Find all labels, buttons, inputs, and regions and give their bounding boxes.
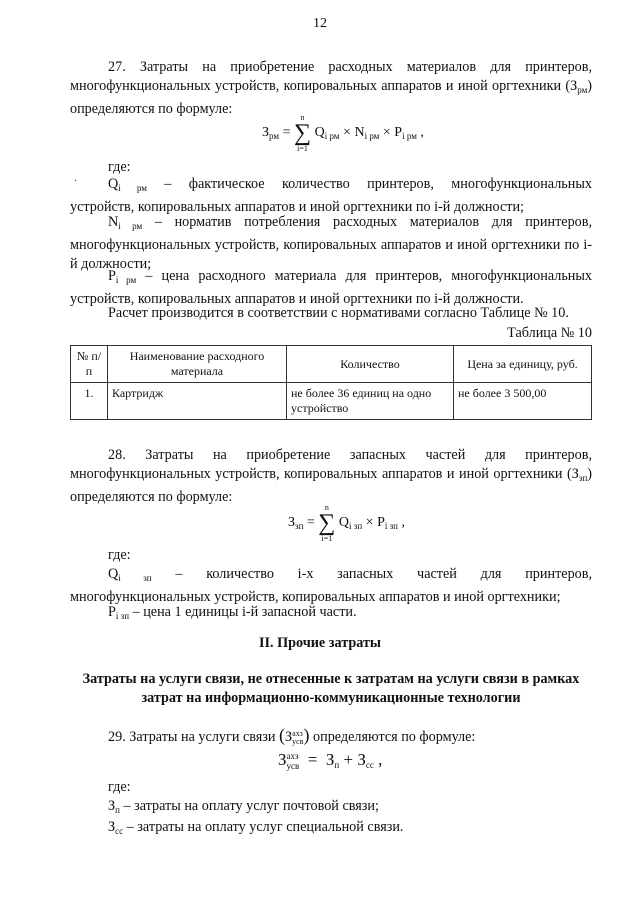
formula-term: З bbox=[285, 729, 293, 745]
paragraph-28-sub: зп bbox=[578, 473, 588, 483]
formula-term: Q bbox=[338, 515, 350, 531]
section-title: II. Прочие затраты bbox=[258, 635, 382, 651]
paragraph-28-tail: ) определяются по формуле: bbox=[70, 466, 592, 505]
page-number: 12 bbox=[313, 16, 327, 31]
formula-operator: × bbox=[343, 125, 351, 141]
formula-term: P bbox=[394, 125, 403, 141]
paragraph-28 bbox=[70, 446, 592, 507]
definition-symbol: З bbox=[108, 819, 116, 835]
paragraph-27-text: 27. Затраты на приобретение расходных материалов для принтеров, многофункциональных устройств, копировальных аппаратов и иной оргтехники (З bbox=[70, 59, 592, 94]
formula-sub: рм bbox=[269, 131, 280, 142]
definition-symbol: З bbox=[108, 798, 116, 814]
definition-text: – норматив потребления расходных материалов для принтеров, многофункциональных устройств, копировальных аппаратов и иной оргтехники по i-й должности; bbox=[70, 214, 592, 272]
formula-sub: усв bbox=[286, 761, 300, 772]
formula-sub: i рм bbox=[324, 131, 340, 142]
sigma-icon: ∑ bbox=[293, 120, 312, 146]
definition-p-rm bbox=[70, 267, 592, 309]
formula-end: , bbox=[420, 125, 424, 141]
formula-term: З bbox=[288, 515, 296, 531]
definition-symbol: P bbox=[108, 268, 116, 284]
formula-end: , bbox=[378, 750, 383, 769]
formula-term: N bbox=[354, 125, 365, 141]
calculation-note: Расчет производится в соответствии с нормативами согласно Таблице № 10. bbox=[108, 305, 569, 321]
table-cell: не более 36 единиц на одно устройство bbox=[287, 383, 454, 420]
definition-text: – затраты на оплату услуг специальной связи. bbox=[126, 819, 404, 835]
header-cell: № п/п bbox=[71, 346, 108, 383]
table-cell: 1. bbox=[71, 383, 108, 420]
paragraph-27-tail: ) определяются по формуле: bbox=[70, 78, 592, 117]
sum-sign bbox=[294, 113, 311, 153]
definition-sub: i рм bbox=[118, 183, 147, 193]
definition-sub: i зп bbox=[115, 611, 130, 621]
super-sub-stack bbox=[292, 730, 303, 746]
formula-sub: усв bbox=[292, 736, 304, 746]
definition-z-cc bbox=[108, 818, 403, 841]
sum-upper-limit: n bbox=[324, 503, 329, 512]
definition-sub: i рм bbox=[115, 275, 137, 285]
paragraph-27 bbox=[70, 58, 592, 119]
scan-speck: · bbox=[74, 176, 78, 187]
formula-operator: × bbox=[382, 125, 391, 141]
paragraph-29-text: 29. Затраты на услуги связи bbox=[108, 729, 276, 745]
formula-communication bbox=[278, 750, 382, 771]
paragraph-28-text: 28. Затраты на приобретение запасных частей для принтеров, многофункциональных устройств, копировальных аппаратов и иной оргтехники (З bbox=[70, 447, 592, 482]
header-cell: Количество bbox=[287, 346, 454, 383]
formula-term: З bbox=[325, 750, 335, 769]
formula-sup: ахз bbox=[292, 728, 303, 738]
where-label: где: bbox=[108, 547, 131, 563]
formula-end: , bbox=[401, 515, 405, 531]
formula-term: З bbox=[357, 750, 366, 769]
definition-text: – цена 1 единицы i-й запасной части. bbox=[132, 604, 357, 620]
formula-sub: п bbox=[334, 760, 340, 770]
definition-text: – затраты на оплату услуг почтовой связи; bbox=[123, 798, 379, 814]
paren-open-icon: ( bbox=[279, 725, 286, 745]
formula-operator: = bbox=[307, 750, 318, 769]
definition-sub: i рм bbox=[118, 221, 143, 231]
formula-operator: = bbox=[282, 125, 291, 141]
header-cell: Наименование расходного материала bbox=[108, 346, 287, 383]
definition-text: устройств, копировальных аппаратов и иной оргтехники по i-й должности; bbox=[70, 199, 524, 215]
formula-sub: i рм bbox=[364, 131, 380, 142]
table-caption: Таблица № 10 bbox=[507, 325, 592, 341]
table-cell: не более 3 500,00 bbox=[454, 383, 592, 420]
definition-n-rm bbox=[70, 213, 592, 274]
definition-sub: сс bbox=[115, 826, 124, 836]
formula-term: P bbox=[377, 515, 385, 531]
formula-operator: + bbox=[343, 750, 354, 769]
table-cell: Картридж bbox=[108, 383, 287, 420]
definition-text: – цена расходного материала для принтеров, многофункциональных устройств, копировальных аппаратов и иной оргтехники по i-й должности. bbox=[70, 268, 593, 307]
formula-printer-consumables bbox=[262, 113, 424, 153]
formula-sub: i зп bbox=[384, 521, 398, 532]
formula-term: З bbox=[262, 125, 270, 141]
definition-p-zp bbox=[108, 603, 357, 626]
definition-symbol: N bbox=[108, 214, 119, 230]
paragraph-27-sub: рм bbox=[577, 85, 588, 95]
paragraph-29 bbox=[108, 726, 475, 747]
definition-q-zp bbox=[70, 565, 592, 607]
sigma-icon: ∑ bbox=[318, 510, 336, 536]
sum-lower-limit: i=1 bbox=[297, 144, 308, 153]
definition-symbol: P bbox=[108, 604, 116, 620]
definition-z-p bbox=[108, 797, 379, 820]
definition-sub: п bbox=[115, 805, 120, 815]
formula-operator: × bbox=[365, 515, 374, 531]
header-cell: Цена за единицу, руб. bbox=[454, 346, 592, 383]
formula-operator: = bbox=[306, 515, 315, 531]
sum-sign bbox=[318, 503, 335, 543]
formula-sub: сс bbox=[365, 760, 374, 770]
where-label: где: bbox=[108, 779, 131, 795]
subsection-title: Затраты на услуги связи, не отнесенные к затратам на услуги связи в рамках затрат на информационно-коммуникационные технологии bbox=[82, 671, 580, 706]
consumables-table bbox=[70, 345, 592, 420]
formula-sub: i зп bbox=[349, 521, 363, 532]
formula-sup: ахз bbox=[286, 751, 299, 762]
definition-text: многофункциональных устройств, копировальных аппаратов и иной оргтехники; bbox=[70, 589, 561, 605]
table-header-row bbox=[71, 346, 592, 383]
definition-q-rm bbox=[70, 175, 592, 217]
formula-sub: зп bbox=[295, 521, 304, 532]
definition-text: – количество i-х запасных частей для принтеров, bbox=[175, 566, 593, 582]
table-row bbox=[71, 383, 592, 420]
paragraph-29-tail: определяются по формуле: bbox=[313, 729, 476, 745]
definition-sub: i зп bbox=[118, 573, 152, 583]
formula-term: З bbox=[278, 750, 287, 769]
super-sub-stack bbox=[287, 751, 300, 771]
where-label: где: bbox=[108, 159, 131, 175]
definition-text: – фактическое количество принтеров, многофункциональных bbox=[164, 176, 592, 192]
formula-term: Q bbox=[314, 125, 325, 141]
formula-spare-parts bbox=[288, 503, 405, 543]
paren-close-icon: ) bbox=[303, 725, 310, 745]
formula-sub: i рм bbox=[402, 131, 417, 142]
sum-upper-limit: n bbox=[300, 113, 305, 122]
definition-symbol: Q bbox=[108, 176, 119, 192]
sum-lower-limit: i=1 bbox=[321, 534, 333, 543]
definition-symbol: Q bbox=[108, 566, 119, 582]
